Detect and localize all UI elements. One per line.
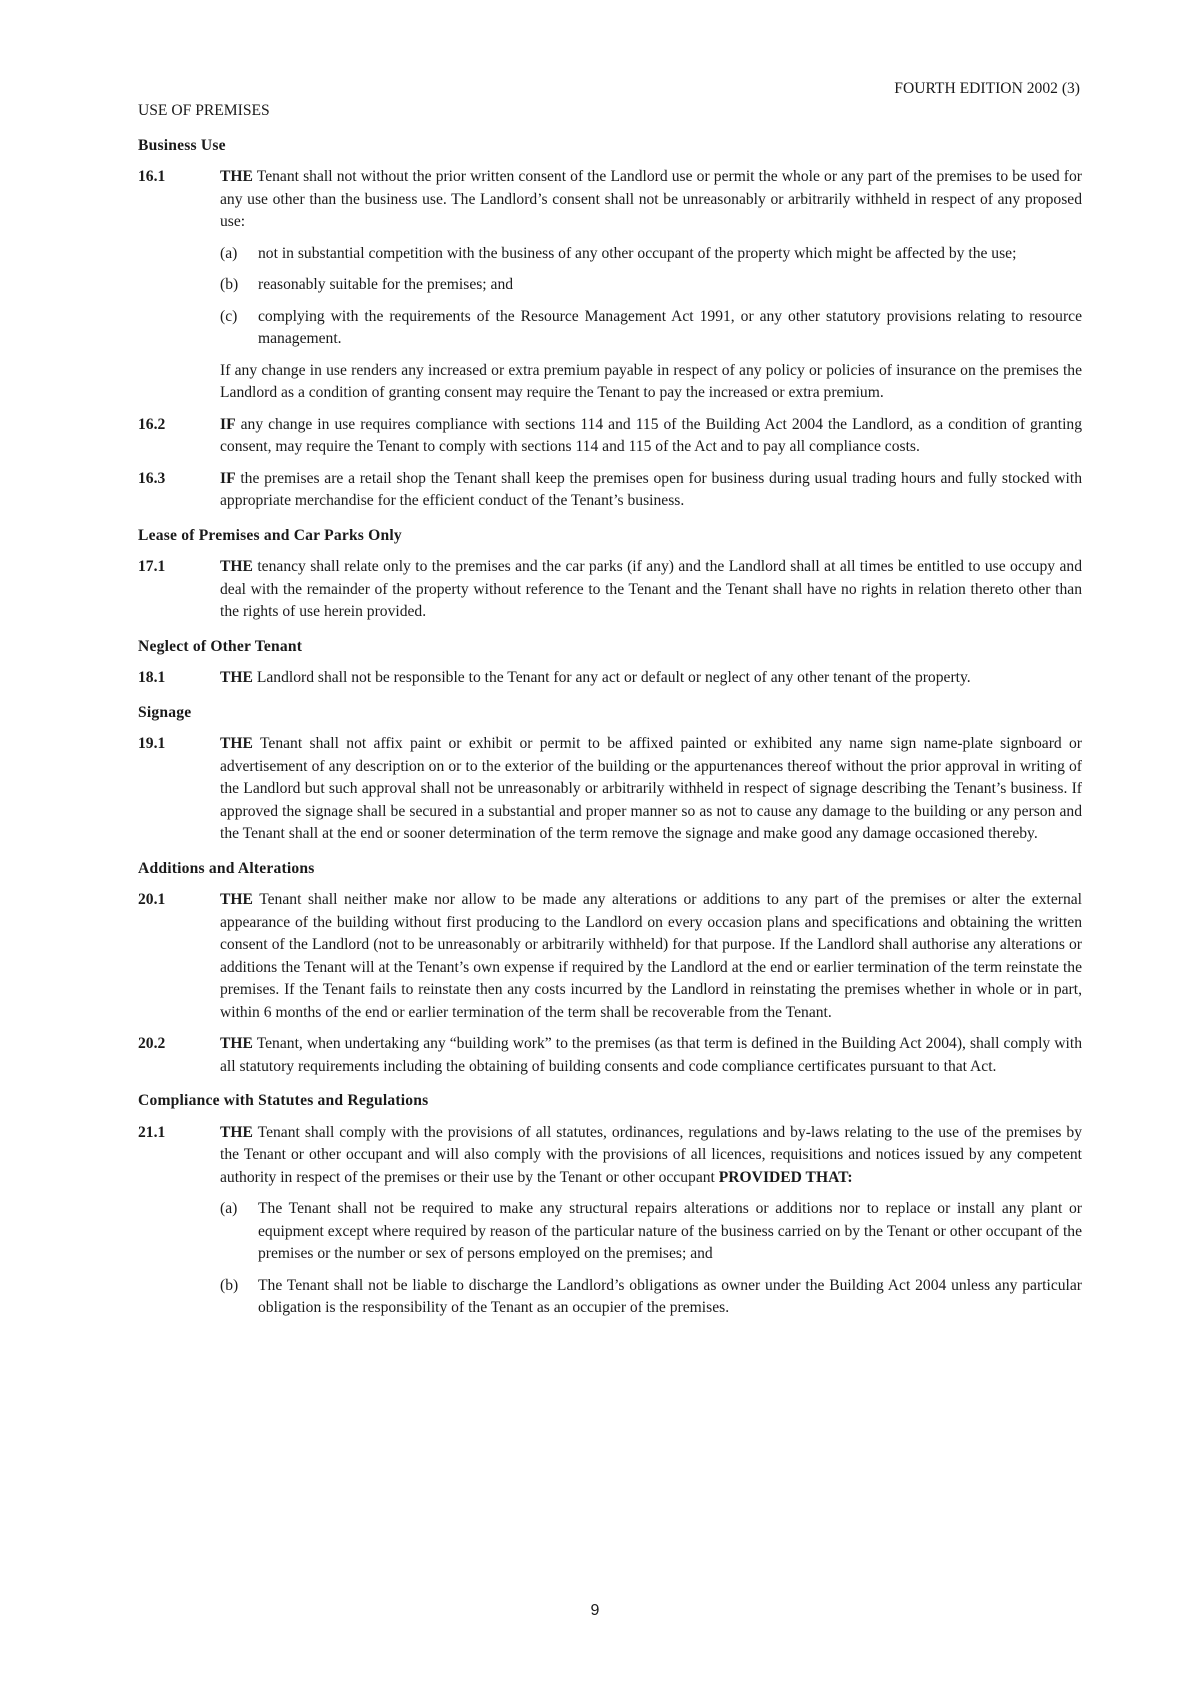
clause-19-1 [138, 733, 1082, 846]
sub-item [220, 1275, 1082, 1320]
clause-number: 20.1 [138, 891, 166, 908]
edition-header: FOURTH EDITION 2002 (3) [894, 80, 1080, 97]
sub-text: The Tenant shall not be required to make any structural repairs alterations or additions nor to replace or install any plant or equipment except where required by reason of the particular nature of the business carried on by the Tenant or other occupant of the premises or the number or sex of persons employed on the premises; and [258, 1200, 1082, 1262]
clause-text: any change in use requires compliance with sections 114 and 115 of the Building Act 2004 the Landlord, as a condition of granting consent, may require the Tenant to comply with sections 114 and 115 of the Act and to pay all compliance costs. [220, 415, 1082, 455]
clause-text: Tenant shall comply with the provisions of all statutes, ordinances, regulations and by-laws relating to the use of the premises by the Tenant or other occupant and will also comply with the provisions of all licences, requisitions and notices issued by any competent authority in respect of the premises or their use by the Tenant or other occupant [220, 1123, 1082, 1186]
sub-label: (b) [220, 1276, 239, 1294]
section-heading: Lease of Premises and Car Parks Only [138, 526, 402, 544]
sub-label: (c) [220, 307, 238, 325]
clause-number: 19.1 [138, 735, 166, 752]
page-number: 9 [590, 1602, 600, 1619]
sub-item [220, 1198, 1082, 1266]
clause-number: 16.2 [138, 415, 166, 433]
clause-number: 20.2 [138, 1035, 166, 1052]
sub-label: (b) [220, 276, 239, 293]
clause-number: 17.1 [138, 558, 166, 575]
clause-number: 16.1 [138, 168, 166, 185]
clause-lead: THE [220, 558, 253, 575]
clause-lead: THE [220, 1035, 253, 1052]
sub-item [220, 243, 1082, 266]
sub-text: not in substantial competition with the business of any other occupant of the property which might be affected by the use; [258, 244, 1017, 262]
clause-16-2 [138, 414, 1082, 459]
document-title: USE OF PREMISES [138, 102, 270, 119]
sub-text: reasonably suitable for the premises; and [258, 276, 514, 293]
clause-lead: THE [220, 891, 253, 908]
clause-18-1 [138, 667, 1082, 690]
clause-lead: THE [220, 735, 253, 752]
clause-paragraph: If any change in use renders any increased or extra premium payable in respect of any policy or policies of insurance on the premises the Landlord as a condition of granting consent may require the Tenant to pay the increased or extra premium. [220, 361, 1082, 401]
document-body [138, 100, 1082, 1329]
sub-label: (a) [220, 1200, 238, 1217]
clause-lead: THE [220, 669, 253, 686]
sub-item [220, 306, 1082, 351]
clause-text: Tenant, when undertaking any “building work” to the premises (as that term is defined in the Building Act 2004), shall comply with all statutory requirements including the obtaining of building consents and code compliance certificates pursuant to that Act. [220, 1035, 1082, 1075]
clause-lead: IF [220, 469, 236, 487]
clause-20-2 [138, 1033, 1082, 1078]
clause-lead: IF [220, 415, 236, 433]
clause-lead: THE [220, 168, 253, 185]
clause-16-3 [138, 468, 1082, 513]
clause-number: 16.3 [138, 469, 166, 487]
sub-label: (a) [220, 244, 238, 262]
clause-16-1 [138, 166, 1082, 405]
clause-text: Landlord shall not be responsible to the Tenant for any act or default or neglect of any other tenant of the property. [252, 669, 971, 686]
clause-text: the premises are a retail shop the Tenant shall keep the premises open for business during usual trading hours and fully stocked with appropriate merchandise for the efficient conduct of the Tenant’s business. [220, 469, 1082, 509]
clause-text: Tenant shall neither make nor allow to be made any alterations or additions to any part of the premises or alter the external appearance of the building without first producing to the Landlord on every occasion plans and specifications and obtaining the written consent of the Landlord (not to be unreasonably or arbitrarily withheld) for that purpose. If the Landlord shall authorise any alterations or additions the Tenant will at the Tenant’s own expense if required by the Landlord at the end or earlier termination of the term reinstate the premises. If the Tenant fails to reinstate then any costs incurred by the Landlord in reinstating the premises whether in whole or in part, within 6 months of the end or earlier termination of the term shall be recoverable from the Tenant. [220, 891, 1082, 1021]
clause-number: 21.1 [138, 1123, 166, 1141]
section-heading: Signage [138, 703, 192, 721]
clause-text: Tenant shall not without the prior written consent of the Landlord use or permit the whole or any part of the premises to be used for any use other than the business use. The Landlord’s consent shall not be unreasonably or arbitrarily withheld in respect of any proposed use: [220, 168, 1082, 230]
clause-lead: THE [220, 1123, 253, 1141]
clause-20-1 [138, 889, 1082, 1024]
clause-17-1 [138, 556, 1082, 624]
sub-text: complying with the requirements of the Resource Management Act 1991, or any other statutory provisions relating to resource management. [258, 307, 1082, 347]
clause-proviso: PROVIDED THAT: [718, 1168, 853, 1186]
clause-text: tenancy shall relate only to the premises and the car parks (if any) and the Landlord shall at all times be entitled to use occupy and deal with the remainder of the property without reference to the Tenant and the Tenant shall have no rights in relation thereto other than the rights of use herein provided. [220, 558, 1082, 620]
clause-text: Tenant shall not affix paint or exhibit or permit to be affixed painted or exhibited any name sign name-plate signboard or advertisement of any description on or to the exterior of the building or the appurtenances thereof without the prior approval in writing of the Landlord but such approval shall not be unreasonably or arbitrarily withheld in respect of signage describing the Tenant’s business. If approved the signage shall be secured in a substantial and proper manner so as not to cause any damage to the building or any person and the Tenant shall at the end or sooner determination of the term remove the signage and make good any damage occasioned thereby. [220, 735, 1082, 842]
sub-item [220, 274, 1082, 297]
section-heading: Neglect of Other Tenant [138, 637, 303, 655]
clause-number: 18.1 [138, 669, 166, 686]
section-heading: Business Use [138, 136, 226, 154]
clause-21-1 [138, 1122, 1082, 1320]
section-heading: Additions and Alterations [138, 859, 315, 877]
section-heading: Compliance with Statutes and Regulations [138, 1092, 429, 1109]
sub-text: The Tenant shall not be liable to discharge the Landlord’s obligations as owner under the Building Act 2004 unless any particular obligation is the responsibility of the Tenant as an occupier of the premises. [258, 1276, 1082, 1316]
